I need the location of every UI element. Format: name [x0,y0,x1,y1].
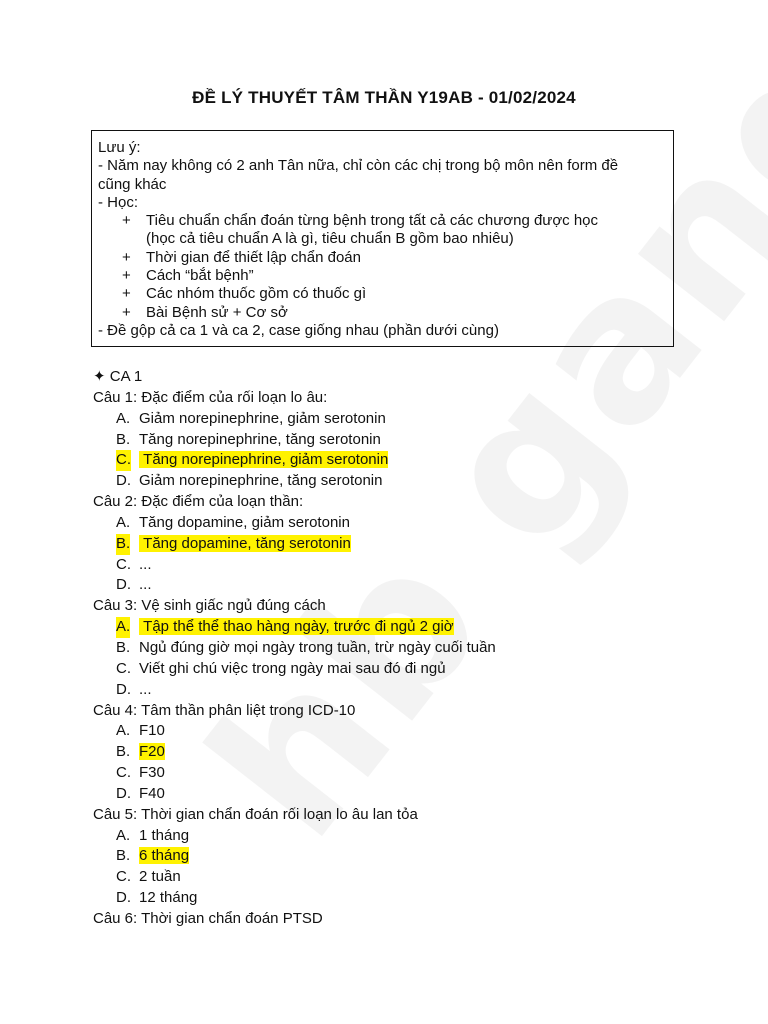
note-bullet [98,249,667,267]
option-d [93,888,693,909]
option-letter: B. [116,430,131,448]
note-bullet [98,267,667,285]
option-text: F30 [139,764,165,782]
option-b [93,638,693,659]
option-text-highlighted: Tăng dopamine, tăng serotonin [139,535,351,552]
option-letter: C. [116,764,131,782]
note-line: - Đề gộp cả ca 1 và ca 2, case giống nhau (phần dưới cùng) [98,321,499,339]
question-3: Câu 3: Vệ sinh giấc ngủ đúng cách [93,597,326,615]
option-letter: A. [116,826,131,844]
option-a [93,409,693,430]
option-letter: B. [116,743,131,761]
note-bullet [98,304,667,322]
note-bullet-continuation [98,230,667,248]
option-letter: C. [116,659,131,677]
option-a [93,513,693,534]
note-study-heading: - Học: [98,193,139,211]
bullet-text: Tiêu chuẩn chẩn đoán từng bệnh trong tất cả các chương được học [146,212,599,230]
option-c [93,763,693,784]
option-a [93,721,693,742]
option-a [93,826,693,847]
option-b-answer [93,846,693,867]
option-b-answer [93,742,693,763]
note-box [91,130,674,347]
note-bullet [98,285,667,303]
option-letter: C. [116,555,131,573]
bullet-text: Thời gian để thiết lập chẩn đoán [146,248,361,266]
option-c-answer [93,450,693,471]
option-letter: A. [116,513,131,531]
option-letter: C. [116,450,131,471]
option-text: Tăng norepinephrine, tăng serotonin [139,430,381,448]
option-text: 2 tuần [139,868,181,886]
note-bullet [98,212,667,230]
option-text-highlighted: Tập thể thể thao hàng ngày, trước đi ngủ 2 giờ [139,618,454,635]
option-d [93,471,693,492]
option-letter: D. [116,784,131,802]
option-letter: A. [116,409,131,427]
option-text: F10 [139,722,165,740]
option-a-answer [93,617,693,638]
bullet-marker: + [122,248,131,266]
bullet-text: Cách “bắt bệnh” [146,267,254,285]
note-line: - Năm nay không có 2 anh Tân nữa, chỉ còn các chị trong bộ môn nên form đề [98,157,619,175]
bullet-marker: + [122,285,131,303]
option-letter: A. [116,722,131,740]
option-b-answer [93,534,693,555]
option-text: Giảm norepinephrine, giảm serotonin [139,409,386,427]
bullet-text: Các nhóm thuốc gồm có thuốc gì [146,285,367,303]
option-d [93,680,693,701]
bullet-text: (học cả tiêu chuẩn A là gì, tiêu chuẩn B gồm bao nhiêu) [146,230,514,248]
question-2: Câu 2: Đặc điểm của loạn thần: [93,493,304,511]
option-d [93,575,693,596]
option-text: 12 tháng [139,889,198,907]
option-text: 1 tháng [139,826,190,844]
note-line: cũng khác [98,175,167,193]
option-text: ... [139,576,152,594]
bullet-marker: + [122,303,131,321]
option-d [93,784,693,805]
bullet-text: Bài Bệnh sử + Cơ sở [146,303,288,321]
question-6: Câu 6: Thời gian chẩn đoán PTSD [93,909,323,927]
question-4: Câu 4: Tâm thần phân liệt trong ICD-10 [93,701,356,719]
option-letter: D. [116,472,131,490]
option-letter: B. [116,638,131,656]
question-list [93,367,693,930]
option-text-highlighted: Tăng norepinephrine, giảm serotonin [139,451,388,468]
option-text: Ngủ đúng giờ mọi ngày trong tuần, trừ ngày cuối tuần [139,638,496,656]
note-heading: Lưu ý: [98,139,141,156]
option-text: Viết ghi chú việc trong ngày mai sau đó đi ngủ [139,659,446,677]
option-letter: B. [116,847,131,865]
option-c [93,555,693,576]
option-b [93,430,693,451]
option-text: Tăng dopamine, giảm serotonin [139,513,350,531]
option-c [93,659,693,680]
question-1: Câu 1: Đặc điểm của rối loạn lo âu: [93,388,328,406]
option-text: F40 [139,784,165,802]
option-text-highlighted: F20 [139,743,165,761]
option-letter: D. [116,576,131,594]
option-letter: D. [116,889,131,907]
option-text: ... [139,555,152,573]
option-letter: C. [116,868,131,886]
option-text-highlighted: 6 tháng [139,847,190,865]
option-letter: B. [116,534,130,555]
option-text: ... [139,680,152,698]
page-title: ĐỀ LÝ THUYẾT TÂM THẦN Y19AB - 01/02/2024 [192,88,576,107]
option-text: Giảm norepinephrine, tăng serotonin [139,472,383,490]
option-letter: A. [116,617,130,638]
option-c [93,867,693,888]
bullet-marker: + [122,267,131,285]
question-5: Câu 5: Thời gian chẩn đoán rối loạn lo âu lan tỏa [93,805,418,823]
bullet-marker: + [122,212,131,230]
section-heading: ✦ CA 1 [93,368,143,385]
option-letter: D. [116,680,131,698]
